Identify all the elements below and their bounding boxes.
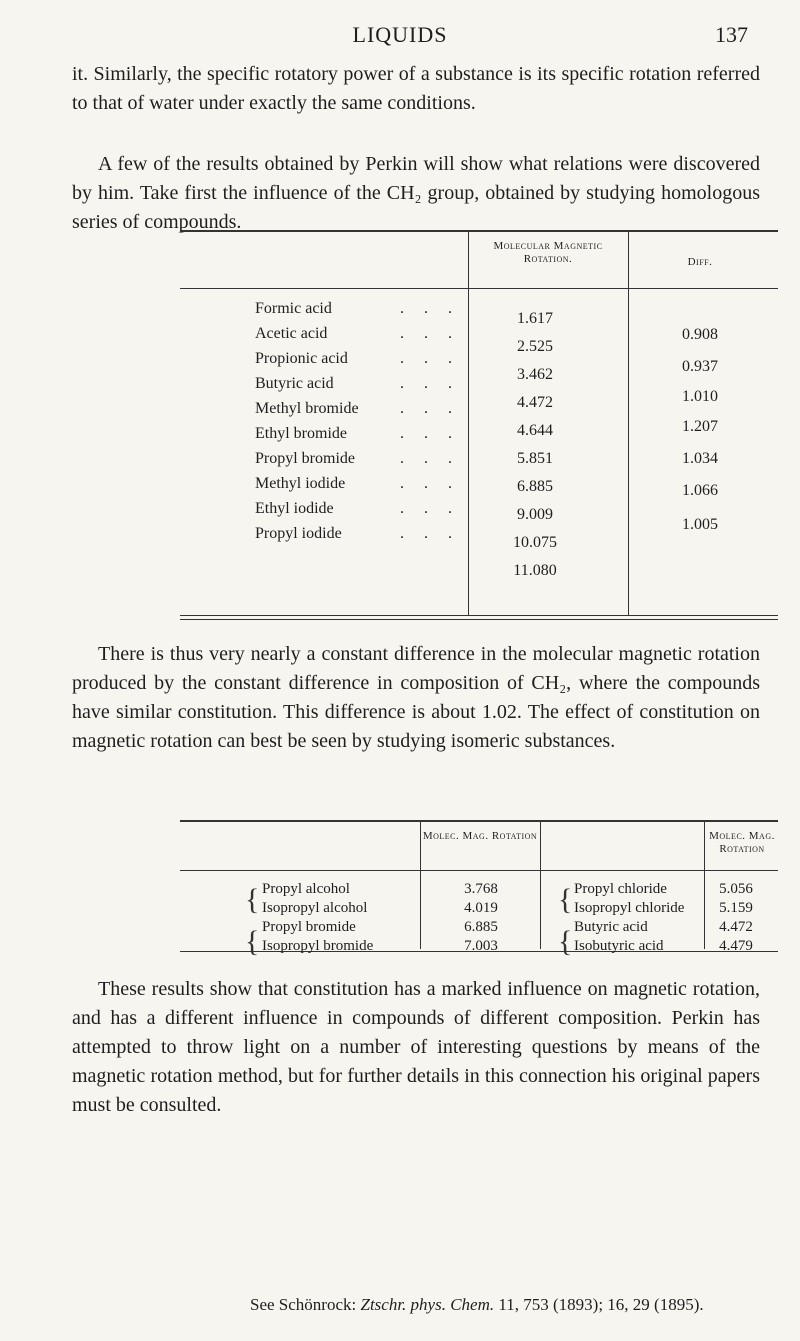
- leader-dots: . . .: [400, 350, 460, 367]
- table2-left-value: 4.019: [464, 900, 498, 916]
- table1-value: 10.075: [513, 534, 557, 551]
- paragraph-3-text: There is thus very nearly a constant difference in the molecular magnetic rotation produced by the constant difference in composition of CH₂, where the compounds have similar constitution. This difference is about 1.02. The effect of constitution on magnetic rotation can best be seen by studying isomeric substances.: [72, 643, 760, 752]
- running-title: LIQUIDS: [352, 22, 448, 47]
- table1-compound: Formic acid: [255, 300, 332, 317]
- brace-3: {: [558, 883, 573, 916]
- footnote-journal: Ztschr. phys. Chem.: [360, 1295, 495, 1314]
- leader-dots: . . .: [400, 525, 460, 542]
- table2-header-left: Molec. Mag. Rotation: [422, 830, 538, 842]
- table2-right-value: 5.159: [719, 900, 753, 916]
- leader-dots: . . .: [400, 400, 460, 417]
- table1-value: 4.472: [517, 394, 553, 411]
- table2-right-compound: Isobutyric acid: [574, 938, 664, 954]
- paragraph-1-text: it. Similarly, the specific rotatory power of a substance is its specific rotation referred to that of water under exactly the same conditions.: [72, 63, 760, 114]
- table2-right-compound: Propyl chloride: [574, 881, 667, 897]
- brace-1: {: [245, 883, 260, 916]
- table1-value: 6.885: [517, 478, 553, 495]
- leader-dots: . . .: [400, 500, 460, 517]
- table1-value: 11.080: [513, 562, 557, 579]
- page-number: 137: [715, 22, 748, 47]
- table1-value: 2.525: [517, 338, 553, 355]
- table2-right-value: 4.472: [719, 919, 753, 935]
- table1-diff: 0.937: [682, 358, 718, 375]
- brace-4: {: [558, 925, 573, 958]
- paragraph-1: [72, 60, 760, 118]
- table1-compound: Propyl bromide: [255, 450, 355, 467]
- leader-dots: . . .: [400, 325, 460, 342]
- table2-header-right: Molec. Mag. Rotation: [709, 830, 775, 855]
- table2-left-compound: Isopropyl alcohol: [262, 900, 368, 916]
- leader-dots: . . .: [400, 375, 460, 392]
- paragraph-4: [72, 975, 760, 1120]
- table1-compound: Ethyl iodide: [255, 500, 334, 517]
- table1-diff: 1.010: [682, 388, 718, 405]
- table1-diff: 1.005: [682, 516, 718, 533]
- leader-dots: . . .: [400, 475, 460, 492]
- footnote-rest: 11, 753 (1893); 16, 29 (1895).: [494, 1295, 704, 1314]
- table2-left-compound: Propyl alcohol: [262, 881, 350, 897]
- table1-diff: 1.207: [682, 418, 718, 435]
- table1-header-diff: Diff.: [687, 256, 713, 268]
- table1-compound: Butyric acid: [255, 375, 334, 392]
- paragraph-2-text: A few of the results obtained by Perkin will show what relations were discovered by him. Take first the influence of the CH₂ group, obtained by studying homologous series of compounds.: [72, 153, 760, 233]
- table1-value: 3.462: [517, 366, 553, 383]
- table2-right-compound: Butyric acid: [574, 919, 648, 935]
- table2-right-value: 4.479: [719, 938, 753, 954]
- table1-value: 1.617: [517, 310, 553, 327]
- table2-right-value: 5.056: [719, 881, 753, 897]
- table1-compound: Propyl iodide: [255, 525, 342, 542]
- table2-left-compound: Isopropyl bromide: [262, 938, 374, 954]
- leader-dots: . . .: [400, 425, 460, 442]
- table1-compound: Methyl iodide: [255, 475, 346, 492]
- table1-compound: Acetic acid: [255, 325, 328, 342]
- table1-header-rotation: Molecular Magnetic Rotation.: [493, 240, 603, 265]
- table1-compound: Propionic acid: [255, 350, 348, 367]
- table2-left-compound: Propyl bromide: [262, 919, 356, 935]
- footnote: [250, 1295, 704, 1315]
- paragraph-2: [72, 150, 760, 237]
- brace-2: {: [245, 925, 260, 958]
- paragraph-4-text: These results show that constitution has a marked influence on magnetic rotation, and has a different influence in compounds of different composition. Perkin has attempted to throw light on a number of interesting questions by means of the magnetic rotation method, but for further details in this connection his original papers must be consulted.: [72, 978, 760, 1116]
- table1-diff: 0.908: [682, 326, 718, 343]
- table1-value: 9.009: [517, 506, 553, 523]
- table2-left-value: 6.885: [464, 919, 498, 935]
- leader-dots: . . .: [400, 450, 460, 467]
- leader-dots: . . .: [400, 300, 460, 317]
- table1-diff: 1.066: [682, 482, 718, 499]
- table2-right-compound: Isopropyl chloride: [574, 900, 685, 916]
- table1-compound: Ethyl bromide: [255, 425, 347, 442]
- table2-left-value: 3.768: [464, 881, 498, 897]
- table1-compound: Methyl bromide: [255, 400, 359, 417]
- paragraph-3: [72, 640, 760, 756]
- table1-value: 4.644: [517, 422, 553, 439]
- footnote-prefix: See Schönrock:: [250, 1295, 361, 1314]
- table1-value: 5.851: [517, 450, 553, 467]
- table2-left-value: 7.003: [464, 938, 498, 954]
- table1-diff: 1.034: [682, 450, 718, 467]
